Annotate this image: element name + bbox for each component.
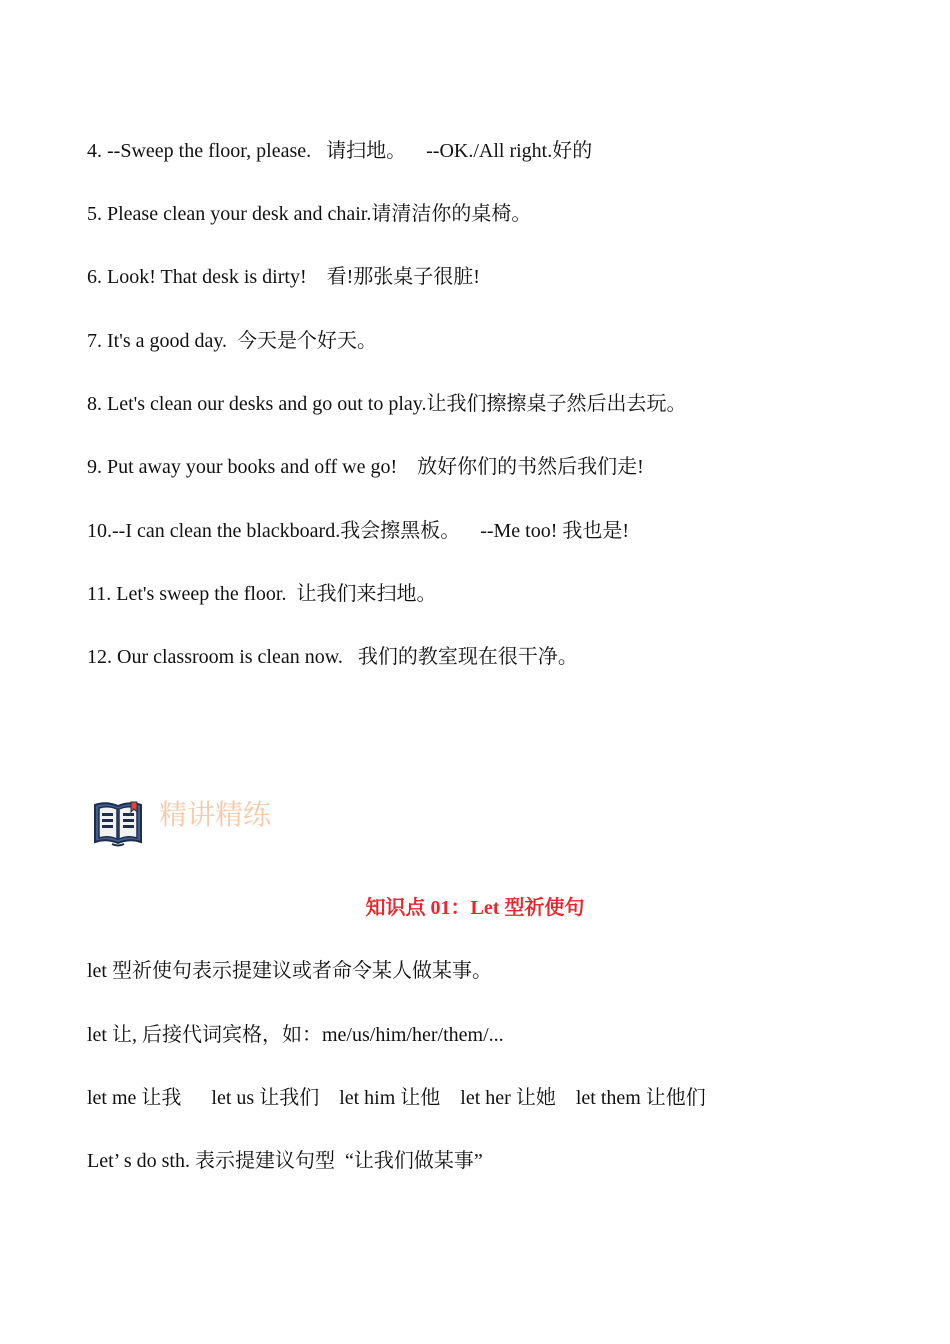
- kp-line-4: Let’ s do sth. 表示提建议句型 “让我们做某事”: [87, 1150, 483, 1172]
- sentence-11: 11. Let's sweep the floor. 让我们来扫地。: [87, 583, 437, 605]
- knowledge-point-title: 知识点 01：Let 型祈使句: [365, 897, 585, 919]
- sentence-12: 12. Our classroom is clean now. 我们的教室现在很干净。: [87, 646, 578, 668]
- sentence-7: 7. It's a good day. 今天是个好天。: [87, 330, 378, 352]
- open-book-icon: [92, 798, 144, 848]
- kp-line-3: let me 让我 let us 让我们 let him 让他 let her 让她 let them 让他们: [87, 1087, 706, 1109]
- sentence-10: 10.--I can clean the blackboard.我会擦黑板。 --Me too! 我也是!: [87, 520, 630, 542]
- sentence-6: 6. Look! That desk is dirty! 看!那张桌子很脏!: [87, 266, 480, 288]
- sentence-9: 9. Put away your books and off we go! 放好你们的书然后我们走!: [87, 456, 644, 478]
- kp-line-2: let 让, 后接代词宾格，如：me/us/him/her/them/...: [87, 1024, 504, 1046]
- sentence-4: 4. --Sweep the floor, please. 请扫地。 --OK./All right.好的: [87, 140, 593, 162]
- sentence-8: 8. Let's clean our desks and go out to play.让我们擦擦桌子然后出去玩。: [87, 393, 687, 415]
- section-title: 精讲精练: [159, 798, 272, 831]
- sentence-5: 5. Please clean your desk and chair.请清洁你的桌椅。: [87, 203, 532, 225]
- kp-line-1: let 型祈使句表示提建议或者命令某人做某事。: [87, 960, 492, 982]
